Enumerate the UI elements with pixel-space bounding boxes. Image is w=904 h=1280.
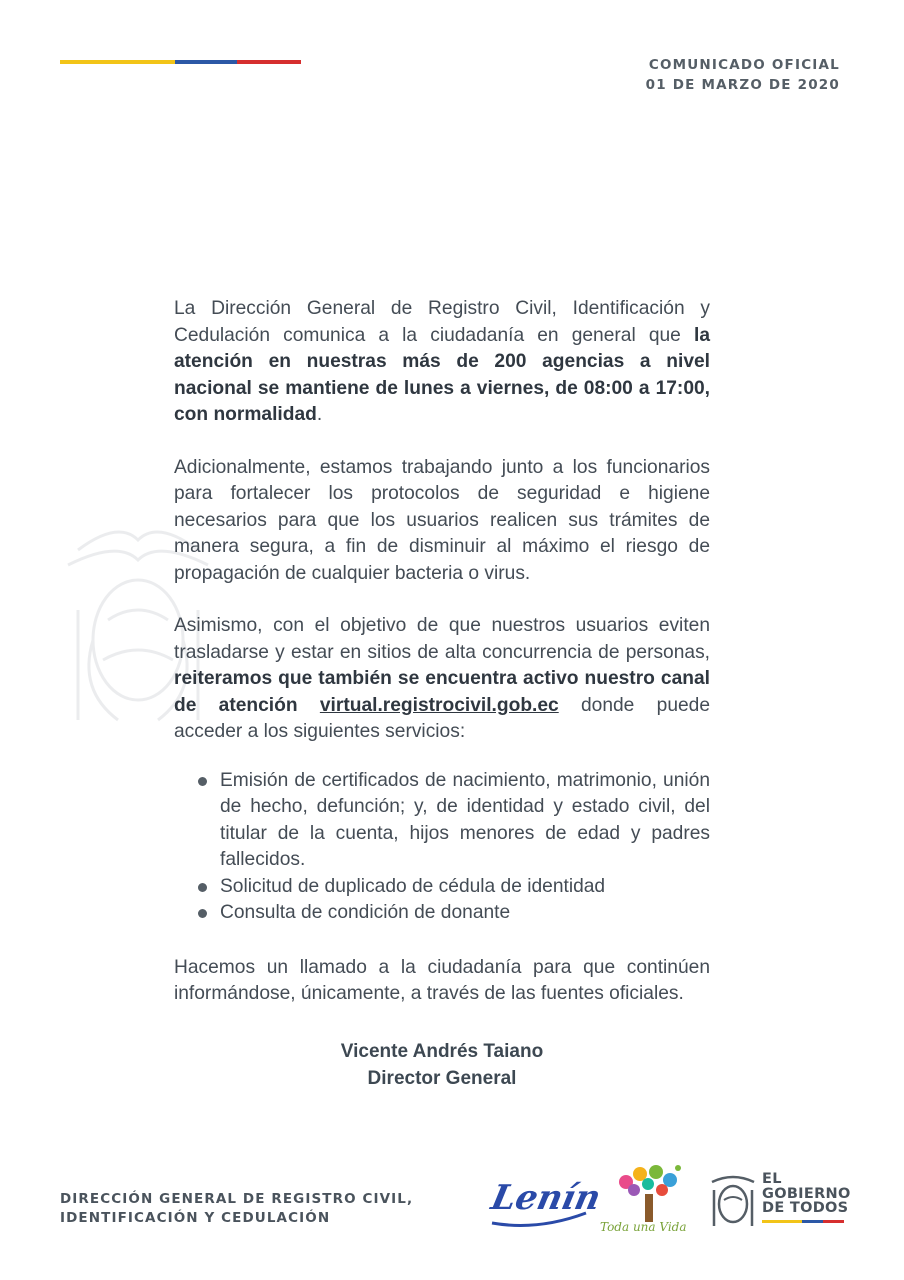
paragraph-intro: La Dirección General de Registro Civil, Identificación y Cedulación comunica a la ciudadanía en general que la atención en nuestras más de 200 agencias a nivel nacional se mantiene de lunes a viernes, de 08:00 a 17:00, con normalidad. bbox=[174, 298, 710, 425]
signatory-name: Vicente Andrés Taiano bbox=[340, 1040, 544, 1062]
paragraph-virtual-channel: Asimismo, con el objetivo de que nuestros usuarios eviten trasladarse y estar en sitios de alta concurrencia de personas, reiteramos que también se encuentra activo nuestro canal de atención virtual.registrocivil.gob.ec donde puede acceder a los siguientes servicios: bbox=[174, 615, 710, 742]
document-header bbox=[646, 55, 840, 95]
flag-blue-segment bbox=[175, 60, 237, 64]
tree-caption: Toda una Vida bbox=[600, 1220, 687, 1234]
list-item: Consulta de condición de donante bbox=[194, 900, 710, 927]
flag-red-segment bbox=[237, 60, 301, 64]
flag-yellow-segment bbox=[60, 60, 175, 64]
services-list bbox=[174, 768, 710, 927]
virtual-channel-link[interactable]: virtual.registrocivil.gob.ec bbox=[319, 694, 559, 716]
signature-block bbox=[174, 1038, 710, 1092]
paragraph-protocols: Adicionalmente, estamos trabajando junto a los funcionarios para fortalecer los protocolos de seguridad e higiene necesarios para que los usuarios realicen sus trámites de manera segura, a fin de disminuir al máximo el riesgo de propagación de cualquier bacteria o virus. bbox=[174, 456, 710, 584]
header-title: COMUNICADO OFICIAL bbox=[648, 57, 840, 73]
signatory-title: Director General bbox=[367, 1067, 517, 1089]
lenin-logo-swoosh-icon bbox=[488, 1175, 590, 1231]
paragraph-official-sources: Hacemos un llamado a la ciudadanía para que continúen informándose, únicamente, a través de las fuentes oficiales. bbox=[174, 956, 710, 1004]
institution-name: DIRECCIÓN GENERAL DE REGISTRO CIVIL, IDENTIFICACIÓN Y CEDULACIÓN bbox=[60, 1191, 414, 1226]
list-item: Solicitud de duplicado de cédula de identidad bbox=[194, 874, 710, 901]
gobierno-flag-bar bbox=[762, 1220, 844, 1223]
list-item: Emisión de certificados de nacimiento, matrimonio, unión de hecho, defunción; y, de identidad y estado civil, del titular de la cuenta, hijos menores de edad y padres fallecidos. bbox=[194, 768, 710, 874]
toda-una-vida-tree-icon bbox=[610, 1160, 688, 1222]
flag-color-bar bbox=[60, 60, 301, 64]
communique-body bbox=[174, 296, 710, 1092]
el-gobierno-de-todos-logo: EL GOBIERNO DE TODOS bbox=[762, 1171, 851, 1216]
lenin-logo: Lenín bbox=[487, 1178, 605, 1218]
header-date: 01 DE MARZO DE 2020 bbox=[645, 77, 840, 93]
ecuador-coat-of-arms-icon bbox=[708, 1172, 758, 1228]
